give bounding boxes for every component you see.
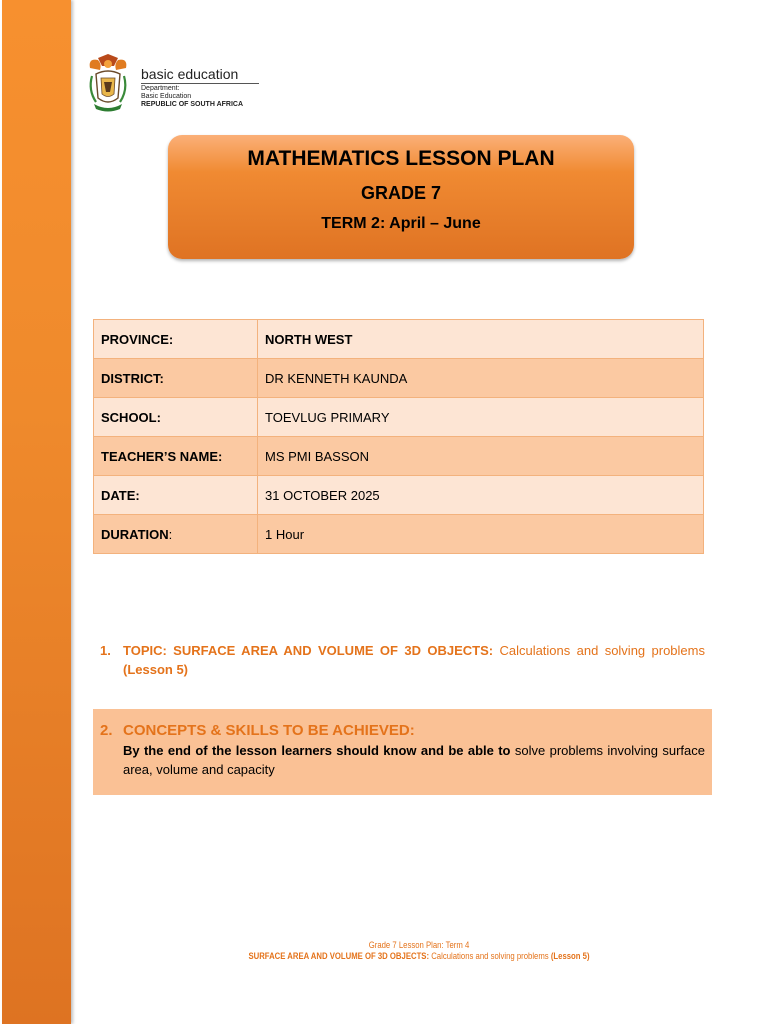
table-row [94, 476, 704, 515]
lesson-info-table [93, 319, 704, 554]
topic-lesson: (Lesson 5) [123, 662, 189, 677]
brand-divider [141, 83, 259, 84]
row-label [94, 515, 258, 554]
row-label-colon: : [168, 526, 173, 542]
concepts-heading: CONCEPTS & SKILLS TO BE ACHIEVED: [123, 722, 415, 739]
department-text [141, 85, 191, 101]
country-name: REPUBLIC OF SOUTH AFRICA [141, 101, 244, 108]
row-label: DISTRICT: [94, 359, 258, 398]
department-logo [84, 54, 264, 116]
footer-topic: SURFACE AREA AND VOLUME OF 3D OBJECTS: [248, 951, 430, 961]
table-row [94, 515, 704, 554]
department-line-1: Department: [141, 85, 180, 92]
topic-detail: Calculations and solving problems [499, 643, 705, 658]
lesson-plan-title-box [168, 135, 634, 259]
row-value: MS PMI BASSON [258, 437, 704, 476]
table-row [94, 320, 704, 359]
topic-heading: TOPIC: SURFACE AREA AND VOLUME OF 3D OBJECTS: [123, 643, 494, 658]
coat-of-arms-icon [84, 54, 132, 114]
row-label: PROVINCE: [94, 320, 258, 359]
table-row [94, 437, 704, 476]
concepts-number: 2. [100, 722, 113, 739]
term-heading: TERM 2: April – June [321, 215, 481, 232]
footer-line-1: Grade 7 Lesson Plan: Term 4 [368, 940, 470, 950]
table-row [94, 398, 704, 437]
row-value: TOEVLUG PRIMARY [258, 398, 704, 437]
table-row [94, 359, 704, 398]
topic-text [123, 641, 705, 679]
row-value: 1 Hour [258, 515, 704, 554]
concepts-lead: By the end of the lesson learners should know and be able to [123, 743, 511, 758]
row-label: DATE: [94, 476, 258, 515]
footer-detail: Calculations and solving problems [431, 951, 549, 961]
page-title: MATHEMATICS LESSON PLAN [247, 147, 555, 170]
row-label: SCHOOL: [94, 398, 258, 437]
row-value: 31 OCTOBER 2025 [258, 476, 704, 515]
row-label-text: DURATION [101, 526, 169, 542]
row-value: DR KENNETH KAUNDA [258, 359, 704, 398]
topic-section [100, 641, 705, 679]
topic-number: 1. [100, 643, 111, 658]
side-decoration-bar [2, 0, 71, 1024]
row-label: TEACHER’S NAME: [94, 437, 258, 476]
footer-line-2 [231, 951, 608, 961]
grade-heading: GRADE 7 [360, 183, 441, 203]
concepts-text [123, 741, 705, 779]
concepts-rest: solve problems involving surface area, volume and capacity [123, 743, 705, 777]
footer-lesson: (Lesson 5) [550, 951, 590, 961]
department-line-2: Basic Education [141, 93, 192, 100]
row-value: NORTH WEST [258, 320, 704, 359]
brand-name: basic education [141, 66, 239, 82]
concepts-section [93, 709, 712, 795]
